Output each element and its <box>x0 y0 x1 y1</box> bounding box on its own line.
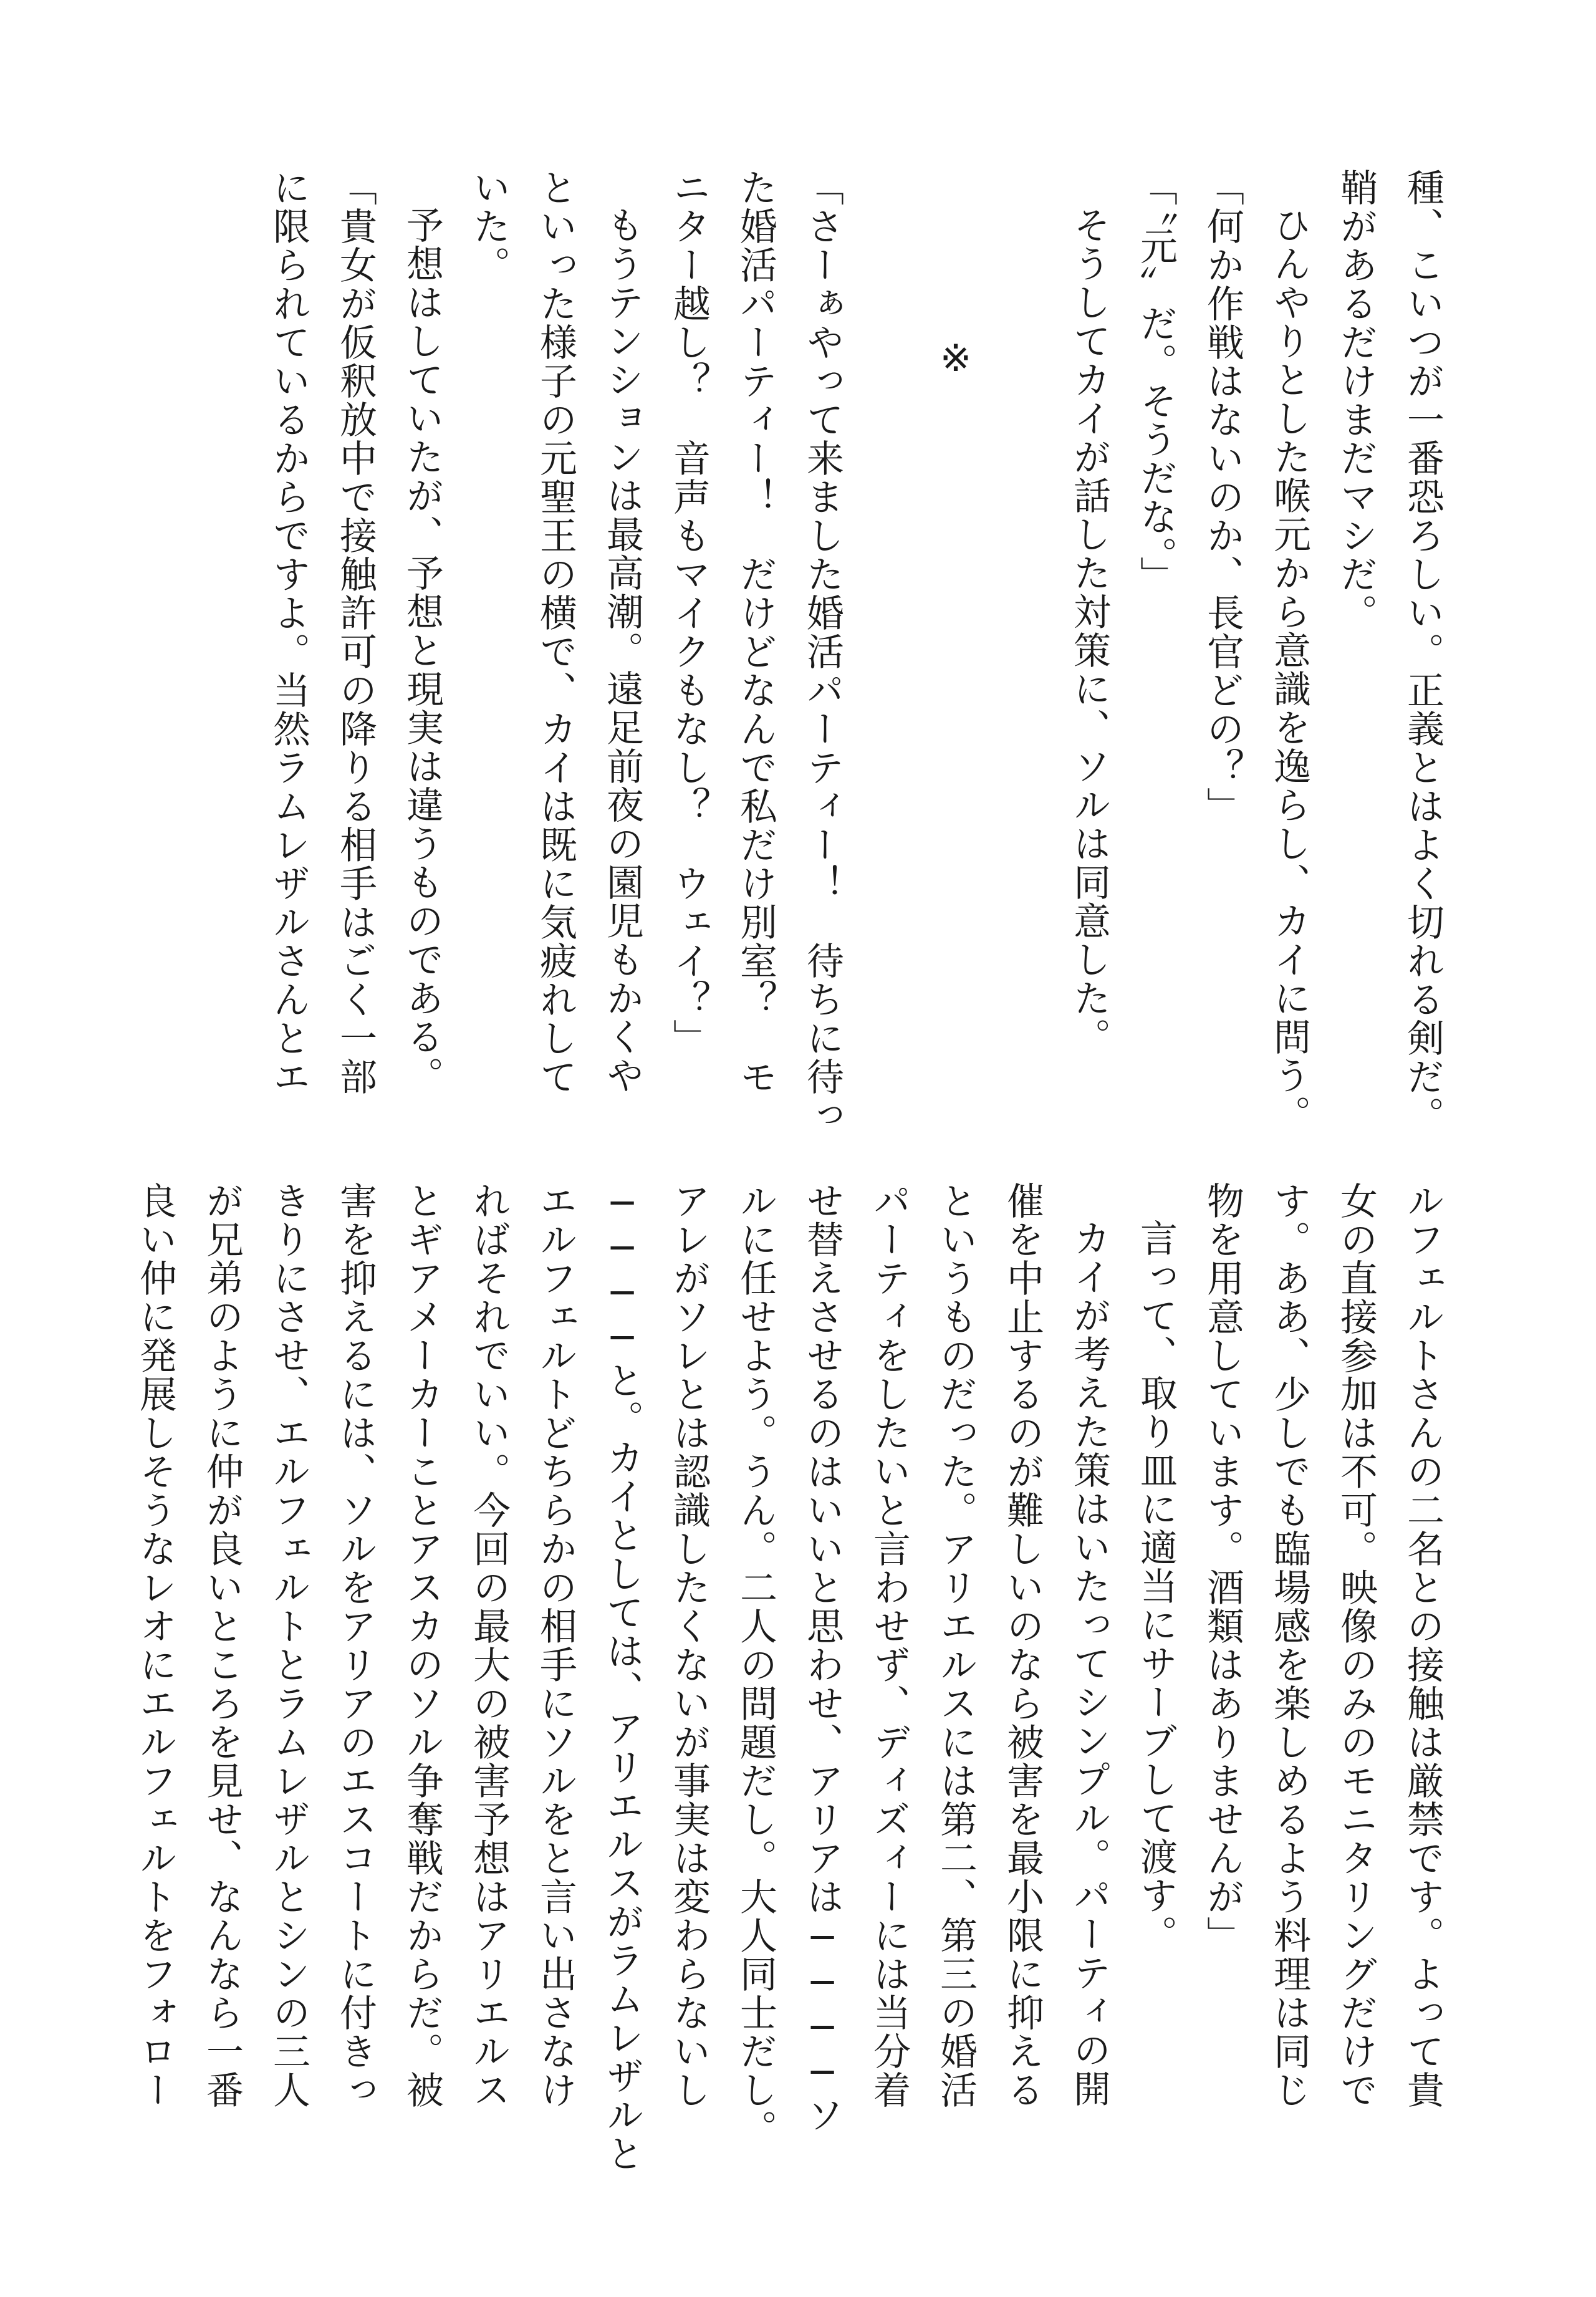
text-line: もうテンションは最高潮。遠足前夜の園児もかくや <box>600 206 644 1095</box>
text-line: エルフェルトどちらかの相手にソルをと言い出さなけ <box>534 1182 577 2109</box>
text-line: ルフェルトさんの二名との接触は厳禁です。よって貴 <box>1401 1182 1445 2109</box>
text-line: 予想はしていたが、予想と現実は違うものである。 <box>400 206 444 1095</box>
text-line: 鞘があるだけまだマシだ。 <box>1334 168 1378 632</box>
text-line: アレがソレとは認識したくないが事実は変わらないし <box>667 1182 711 2109</box>
section-break-asterisk: ※ <box>934 337 978 382</box>
dialogue-line: に限られているからですよ。当然ラムレザルさんとエ <box>267 168 310 1096</box>
text-line: とギアメーカーことアスカのソル争奪戦だからだ。被 <box>400 1182 444 2109</box>
text-line: ルに任せよう。うん。二人の問題だし。大人同士だし。 <box>734 1182 777 2148</box>
text-line: が兄弟のように仲が良いところを見せ、なんなら一番 <box>200 1182 244 2109</box>
dialogue-line: 「貴女が仮釈放中で接触許可の降りる相手はごく一部 <box>334 168 377 1096</box>
text-line: せ替えさせるのはいいと思わせ、アリアは────ソ <box>800 1182 844 2134</box>
text-line: きりにさせ、エルフェルトとラムレザルとシンの三人 <box>267 1182 310 2109</box>
text-line: いた。 <box>467 168 511 284</box>
text-line: 女の直接参加は不可。映像のみのモニタリングだけで <box>1334 1182 1378 2109</box>
lower-text-block <box>122 1182 1456 2173</box>
dialogue-line: 「さーぁやって来ました婚活パーティー！ 待ちに待っ <box>800 168 844 1135</box>
dialogue-line: ニター越し？ 音声もマイクもなし？ ウェイ？」 <box>667 168 711 1057</box>
text-line: ればそれでいい。今回の最大の被害予想はアリエルス <box>467 1182 511 2109</box>
text-line: というものだった。アリエルスには第二、第三の婚活 <box>934 1182 978 2109</box>
text-line: 良い仲に発展しそうなレオにエルフェルトをフォロー <box>133 1182 177 2109</box>
text-line: そうしてカイが話した対策に、ソルは同意した。 <box>1067 206 1111 1056</box>
upper-text-block <box>255 168 1456 1135</box>
text-line: パーティをしたいと言わせず、ディズィーには当分着 <box>867 1182 911 2109</box>
text-line: ────と。カイとしては、アリエルスがラムレザルと <box>600 1182 644 2173</box>
section-gap <box>989 168 1055 1104</box>
text-line: カイが考えた策はいたってシンプル。パーティの開 <box>1067 1219 1111 2108</box>
text-line: 害を抑えるには、ソルをアリアのエスコートに付きっ <box>334 1182 377 2109</box>
dialogue-line: 「何か作戦はないのか、長官どの？」 <box>1201 168 1244 826</box>
section-gap <box>855 168 922 1104</box>
dialogue-line: 「〝元〟だ。そうだな。」 <box>1134 168 1178 595</box>
text-line: 言って、取り皿に適当にサーブして渡す。 <box>1134 1219 1178 1953</box>
text-line: 物を用意しています。酒類はありませんが」 <box>1201 1182 1244 1955</box>
text-line: す。ああ、少しでも臨場感を楽しめるよう料理は同じ <box>1267 1182 1311 2109</box>
dialogue-line: た婚活パーティー！ だけどなんで私だけ別室？ モ <box>734 168 777 1096</box>
text-line: ひんやりとした喉元から意識を逸らし、カイに問う。 <box>1267 206 1311 1134</box>
text-line: 種、こいつが一番恐ろしい。正義とはよく切れる剣だ。 <box>1401 168 1445 1135</box>
text-line: といった様子の元聖王の横で、カイは既に気疲れして <box>534 168 577 1096</box>
text-line: 催を中止するのが難しいのなら被害を最小限に抑える <box>1001 1182 1044 2109</box>
